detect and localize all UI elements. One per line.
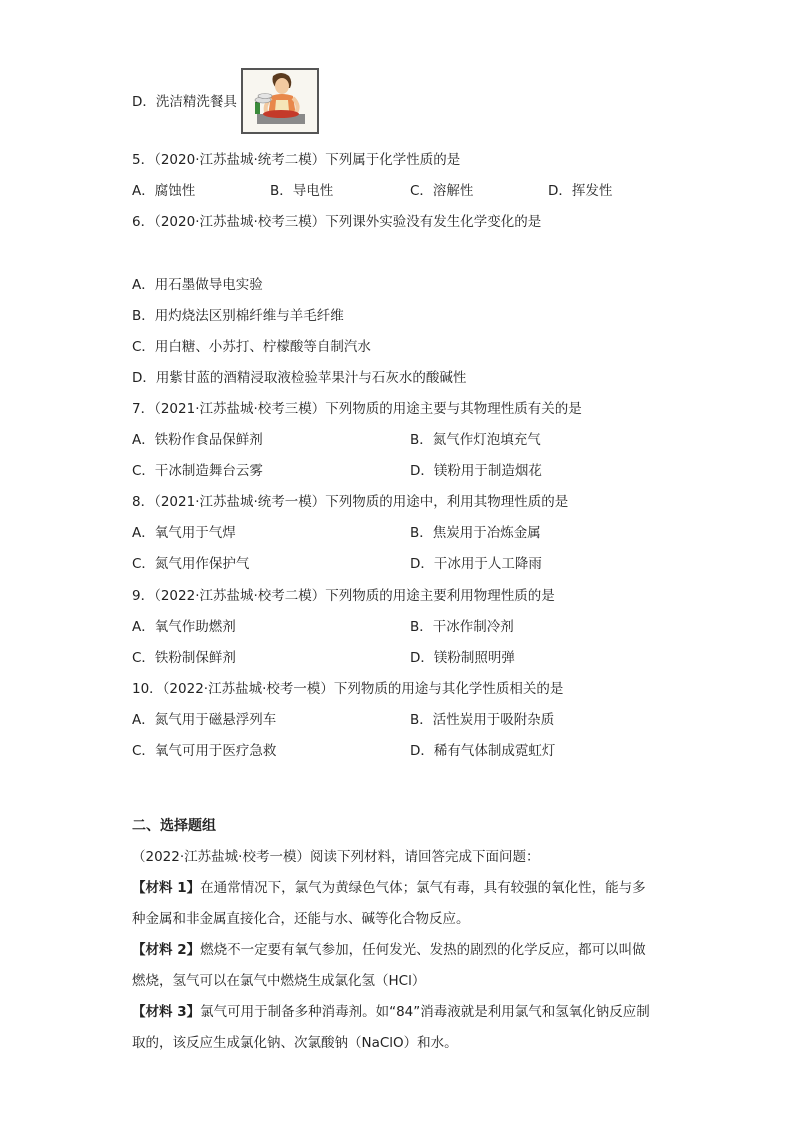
q5-option-d: D．挥发性 xyxy=(548,183,613,199)
q7-option-b: B．氮气作灯泡填充气 xyxy=(410,432,541,448)
q9-option-d: D．镁粉制照明弹 xyxy=(410,650,515,666)
material-3-line-1 xyxy=(132,1002,650,1022)
q9-option-c: C．铁粉制保鲜剂 xyxy=(132,650,236,666)
q6-stem: 6．（2020·江苏盐城·校考三模）下列课外实验没有发生化学变化的是 xyxy=(132,214,542,230)
material-2-line-1 xyxy=(132,940,646,960)
q10-option-c: C．氧气可用于医疗急救 xyxy=(132,743,277,759)
material-3-line-2: 取的，该反应生成氯化钠、次氯酸钠（NaClO）和水。 xyxy=(132,1035,458,1051)
q5-stem: 5．（2020·江苏盐城·统考二模）下列属于化学性质的是 xyxy=(132,152,461,168)
q9-option-b: B．干冰作制冷剂 xyxy=(410,619,514,635)
q10-option-d: D．稀有气体制成霓虹灯 xyxy=(410,743,556,759)
material-2-label: 【材料 2】 xyxy=(132,942,201,958)
q6-option-a: A．用石墨做导电实验 xyxy=(132,277,263,293)
material-2-text-1: 燃烧不一定要有氧气参加，任何发光、发热的剧烈的化学反应，都可以叫做 xyxy=(200,942,646,958)
q5-option-b: B．导电性 xyxy=(270,183,334,199)
q4-option-d: D．洗洁精洗餐具 xyxy=(132,94,237,110)
q8-option-d: D．干冰用于人工降雨 xyxy=(410,556,542,572)
q6-option-c: C．用白糖、小苏打、柠檬酸等自制汽水 xyxy=(132,339,371,355)
q7-option-c: C．干冰制造舞台云雾 xyxy=(132,463,263,479)
q7-stem: 7．（2021·江苏盐城·校考三模）下列物质的用途主要与其物理性质有关的是 xyxy=(132,401,582,417)
q5-option-c: C．溶解性 xyxy=(410,183,474,199)
section-title: 二、选择题组 xyxy=(132,818,216,834)
q7-option-a: A．铁粉作食品保鲜剂 xyxy=(132,432,263,448)
q10-stem: 10．（2022·江苏盐城·校考一模）下列物质的用途与其化学性质相关的是 xyxy=(132,681,564,697)
q9-option-a: A．氧气作助燃剂 xyxy=(132,619,236,635)
material-3-label: 【材料 3】 xyxy=(132,1004,201,1020)
q7-option-d: D．镁粉用于制造烟花 xyxy=(410,463,542,479)
q6-option-b: B．用灼烧法区别棉纤维与羊毛纤维 xyxy=(132,308,344,324)
material-1-text-1: 在通常情况下，氯气为黄绿色气体；氯气有毒，具有较强的氧化性，能与多 xyxy=(200,880,646,896)
q5-option-a: A．腐蚀性 xyxy=(132,183,196,199)
person-washing-dishes-illustration xyxy=(241,68,319,134)
section-intro: （2022·江苏盐城·校考一模）阅读下列材料，请回答完成下面问题： xyxy=(132,849,540,865)
q10-option-b: B．活性炭用于吸附杂质 xyxy=(410,712,555,728)
q10-option-a: A．氮气用于磁悬浮列车 xyxy=(132,712,277,728)
q8-stem: 8．（2021·江苏盐城·统考一模）下列物质的用途中，利用其物理性质的是 xyxy=(132,494,569,510)
q9-stem: 9．（2022·江苏盐城·校考二模）下列物质的用途主要利用物理性质的是 xyxy=(132,588,555,604)
q8-option-a: A．氧气用于气焊 xyxy=(132,525,236,541)
material-3-text-1: 氯气可用于制备多种消毒剂。如“84”消毒液就是利用氯气和氢氧化钠反应制 xyxy=(200,1004,650,1020)
q8-option-c: C．氮气用作保护气 xyxy=(132,556,250,572)
q6-option-d: D．用紫甘蓝的酒精浸取液检验苹果汁与石灰水的酸碱性 xyxy=(132,370,467,386)
illustration-svg xyxy=(243,70,317,132)
q8-option-b: B．焦炭用于冶炼金属 xyxy=(410,525,541,541)
material-1-line-2: 种金属和非金属直接化合，还能与水、碱等化合物反应。 xyxy=(132,911,470,927)
material-2-line-2: 燃烧，氢气可以在氯气中燃烧生成氯化氢（HCl） xyxy=(132,973,426,989)
material-1-line-1 xyxy=(132,878,646,898)
material-1-label: 【材料 1】 xyxy=(132,880,201,896)
